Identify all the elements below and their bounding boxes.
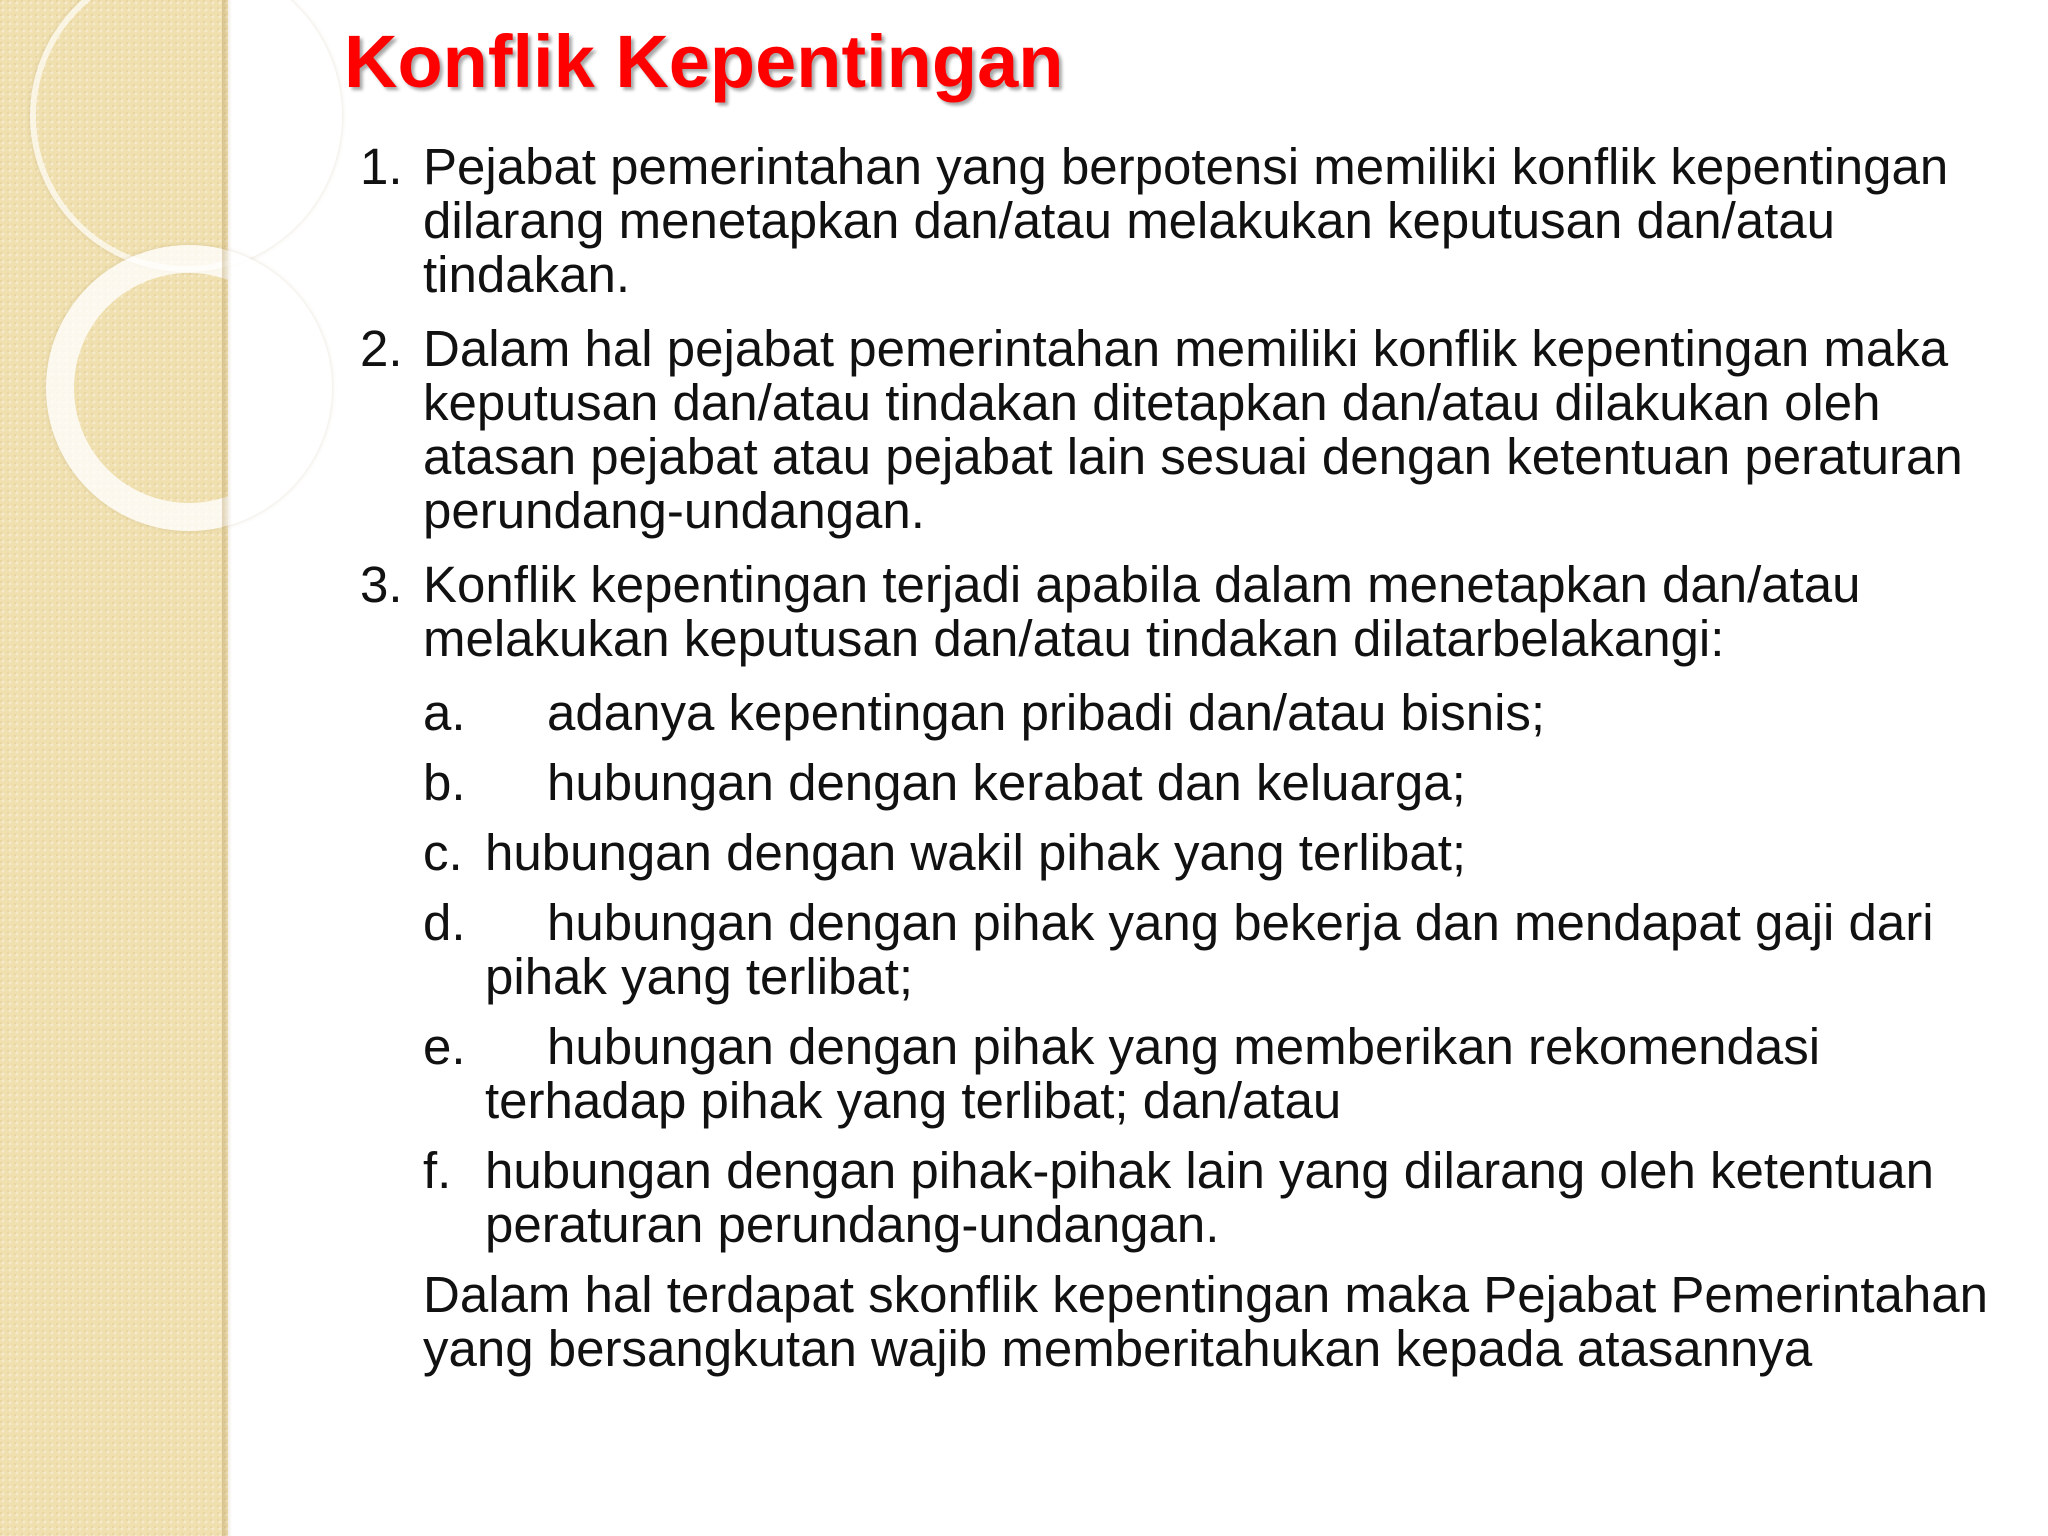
item-letter: d. [423,894,466,951]
decorative-ring-icon [46,245,332,531]
lettered-item [423,826,1990,880]
item-text: adanya kepentingan pribadi dan/atau bisnis; [547,684,1546,741]
item-text: hubungan dengan kerabat dan keluarga; [547,754,1466,811]
item-text: hubungan dengan pihak yang bekerja dan mendapat gaji dari pihak yang terlibat; [485,894,1934,1005]
lettered-item [423,686,1990,740]
item-number: 3. [360,556,403,613]
lettered-item [423,1144,1990,1252]
numbered-item [360,322,1990,538]
closing-paragraph: Dalam hal terdapat skonflik kepentingan maka Pejabat Pemerintahan yang bersangkutan wajib memberitahukan kepada atasannya [423,1266,1988,1377]
item-letter: f. [423,1142,452,1199]
decorative-ring-icon [30,0,342,272]
slide-body [360,140,1990,1376]
item-number: 1. [360,138,403,195]
sidebar-edge [222,0,232,1536]
item-letter: a. [423,684,466,741]
item-letter: e. [423,1018,466,1075]
lettered-item [423,896,1990,1004]
item-letter: b. [423,754,466,811]
numbered-item [360,558,1990,666]
lettered-item [423,756,1990,810]
decorative-sidebar [0,0,228,1536]
numbered-item [360,140,1990,302]
item-text: hubungan dengan pihak yang memberikan rekomendasi terhadap pihak yang terlibat; dan/atau [485,1018,1821,1129]
item-text: Pejabat pemerintahan yang berpotensi memiliki konflik kepentingan dilarang menetapkan dan/atau melakukan keputusan dan/atau tindakan. [423,138,1949,303]
item-text: Dalam hal pejabat pemerintahan memiliki konflik kepentingan maka keputusan dan/atau tindakan ditetapkan dan/atau dilakukan oleh atasan pejabat atau pejabat lain sesuai dengan ketentuan peraturan perundang-undangan. [423,320,1963,539]
lettered-item [423,1020,1990,1128]
item-letter: c. [423,824,463,881]
item-text: Konflik kepentingan terjadi apabila dalam menetapkan dan/atau melakukan keputusan dan/atau tindakan dilatarbelakangi: [423,556,1861,667]
item-text: hubungan dengan wakil pihak yang terlibat; [485,824,1467,881]
slide-title: Konflik Kepentingan [344,20,1064,103]
item-number: 2. [360,320,403,377]
item-text: hubungan dengan pihak-pihak lain yang dilarang oleh ketentuan peraturan perundang-undangan. [485,1142,1934,1253]
